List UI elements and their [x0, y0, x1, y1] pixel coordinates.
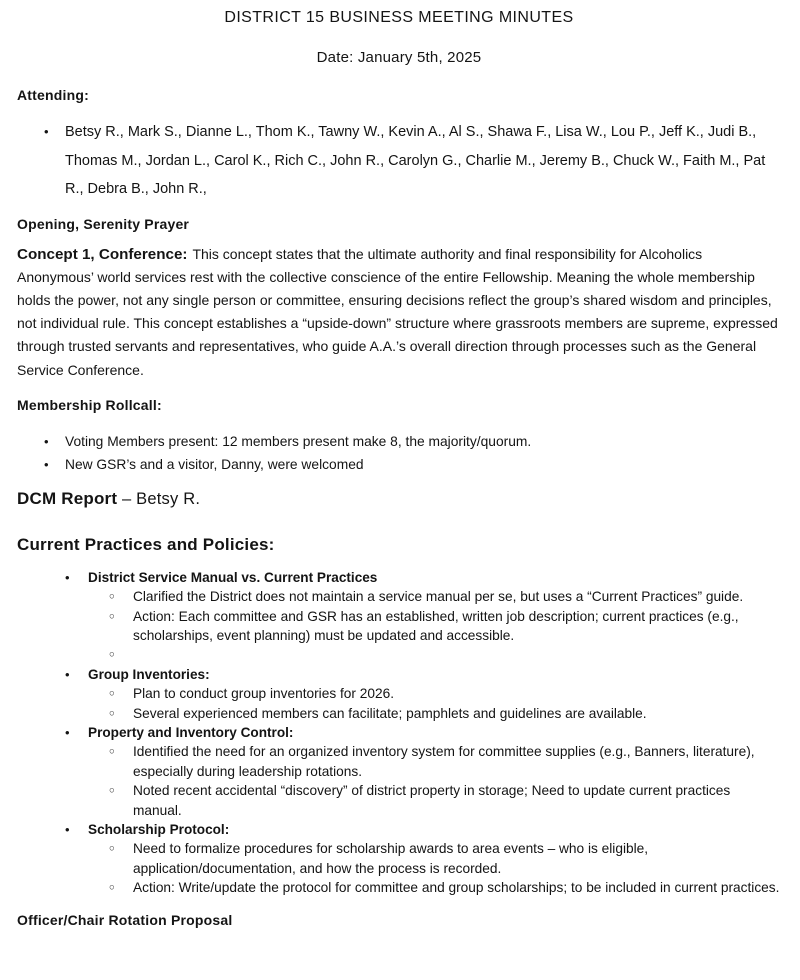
sub-list-item	[17, 704, 781, 723]
bullet-icon: •	[65, 569, 70, 585]
attending-list	[17, 118, 781, 204]
list-item	[17, 665, 781, 723]
sub-list-item	[17, 587, 781, 606]
sub-list-item	[17, 878, 781, 897]
sub-item-text: Action: Write/update the protocol for committee and group scholarships; to be included in current practices.	[133, 880, 780, 896]
list-item	[17, 820, 781, 898]
sub-list-item	[17, 607, 781, 646]
attending-names: Betsy R., Mark S., Dianne L., Thom K., Tawny W., Kevin A., Al S., Shawa F., Lisa W., Lou P., Jeff K., Judi B., Thomas M., Jordan L., Carol K., Rich C., John R., Carolyn G., Charlie M., Jeremy B., Chuck W., Faith M., Pat R., Debra B., John R.,	[65, 124, 766, 197]
practice-item-title: Scholarship Protocol:	[88, 821, 230, 837]
sub-item-text: Plan to conduct group inventories for 2026.	[133, 686, 394, 702]
practices-list	[17, 568, 781, 898]
list-item	[17, 568, 781, 665]
circle-bullet-icon: ○	[109, 591, 115, 603]
sub-item-text: Need to formalize procedures for scholarship awards to area events – who is eligible, application/documentation, and how the process is recorded.	[133, 841, 649, 876]
list-item	[17, 118, 781, 204]
sub-list	[17, 839, 781, 897]
bullet-icon: •	[44, 457, 49, 473]
document-title: DISTRICT 15 BUSINESS MEETING MINUTES	[224, 9, 574, 26]
circle-bullet-icon: ○	[109, 707, 115, 719]
circle-bullet-icon: ○	[109, 843, 115, 855]
concept-body: This concept states that the ultimate authority and final responsibility for Alcoholics Anonymous’ world services rest with the collective conscience of the entire Fellowship. Meaning the whole membership holds the power, not any single person or committee, ensuring decisions reflect the group’s shared wisdom and principles, not individual rule. This concept establishes a “upside-down” structure where grassroots members are supreme, expressed through trusted servants and representatives, who guide A.A.’s overall direction through processes such as the General Service Conference.	[17, 245, 778, 378]
sub-item-text: Several experienced members can facilitate; pamphlets and guidelines are available.	[133, 705, 647, 721]
circle-bullet-icon: ○	[109, 649, 115, 661]
list-item	[17, 453, 781, 477]
rollcall-item-text: Voting Members present: 12 members present make 8, the majority/quorum.	[65, 433, 532, 449]
meeting-minutes-document	[0, 8, 800, 929]
practices-heading: Current Practices and Policies:	[17, 534, 275, 554]
dcm-report-heading	[17, 488, 781, 510]
circle-bullet-icon: ○	[109, 610, 115, 622]
practice-item-label	[17, 568, 781, 587]
officer-rotation-heading: Officer/Chair Rotation Proposal	[17, 911, 233, 928]
rollcall-heading: Membership Rollcall:	[17, 396, 162, 413]
sub-item-text: Noted recent accidental “discovery” of district property in storage; Need to update current practices manual.	[133, 783, 731, 818]
sub-item-text: Clarified the District does not maintain a service manual per se, but uses a “Current Practices” guide.	[133, 589, 744, 605]
concept-lead: Concept 1, Conference:	[17, 245, 188, 263]
circle-bullet-icon: ○	[109, 688, 115, 700]
concept-paragraph	[17, 243, 781, 382]
bullet-icon: •	[44, 124, 49, 139]
practice-item-title: Property and Inventory Control:	[88, 724, 294, 740]
sub-list-item	[17, 742, 781, 781]
rollcall-item-text: New GSR’s and a visitor, Danny, were welcomed	[65, 457, 364, 473]
dcm-report-presenter: – Betsy R.	[117, 489, 201, 508]
bullet-icon: •	[65, 821, 70, 837]
sub-list	[17, 742, 781, 820]
attending-heading: Attending:	[17, 87, 89, 103]
practice-item-title: District Service Manual vs. Current Practices	[88, 569, 378, 585]
practice-item-label	[17, 723, 781, 742]
sub-list-item	[17, 684, 781, 703]
sub-item-text: Identified the need for an organized inventory system for committee supplies (e.g., Banners, literature), especially during leadership rotations.	[133, 744, 755, 779]
dcm-report-label: DCM Report	[17, 488, 118, 508]
circle-bullet-icon: ○	[109, 882, 115, 894]
circle-bullet-icon: ○	[109, 746, 115, 758]
rollcall-list	[17, 430, 781, 477]
sub-item-text: Action: Each committee and GSR has an established, written job description; current practices (e.g., scholarships, event planning) must be updated and accessible.	[133, 608, 739, 643]
practice-item-title: Group Inventories:	[88, 666, 210, 682]
circle-bullet-icon: ○	[109, 785, 115, 797]
list-item	[17, 723, 781, 820]
practice-item-label	[17, 820, 781, 839]
sub-list	[17, 587, 781, 665]
practice-item-label	[17, 665, 781, 684]
bullet-icon: •	[65, 666, 70, 682]
list-item	[17, 430, 781, 454]
date-line: Date: January 5th, 2025	[316, 49, 482, 66]
bullet-icon: •	[65, 724, 70, 740]
sub-list-item	[17, 839, 781, 878]
sub-list-item	[17, 645, 781, 664]
sub-list	[17, 684, 781, 723]
opening-heading: Opening, Serenity Prayer	[17, 215, 190, 232]
bullet-icon: •	[44, 433, 49, 449]
sub-list-item	[17, 781, 781, 820]
